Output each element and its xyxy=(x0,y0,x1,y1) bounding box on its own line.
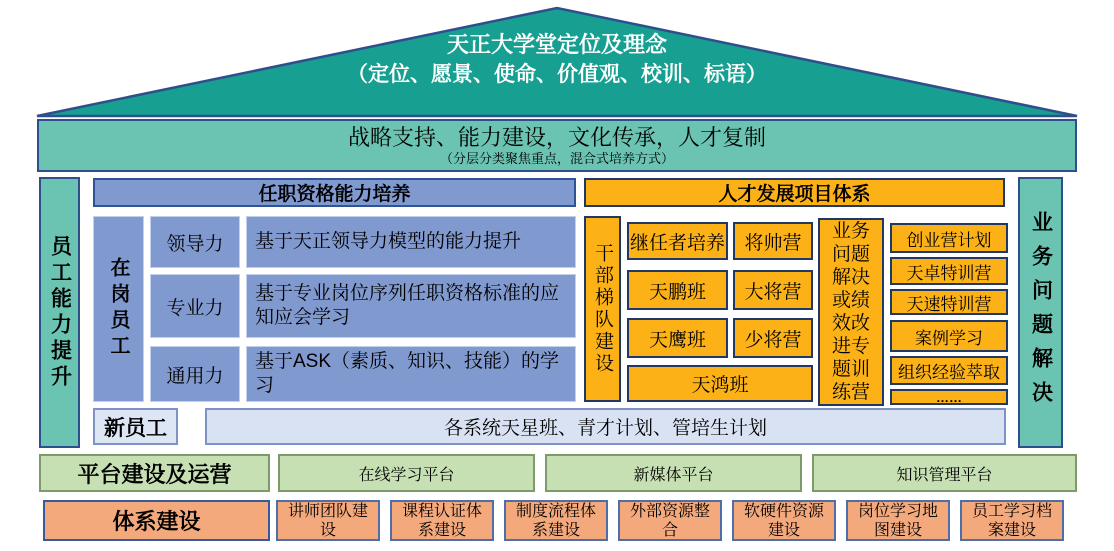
talent-box-case-study: 案例学习 xyxy=(890,320,1008,352)
cadre-ladder-box: 干部梯队建设 xyxy=(584,216,621,402)
strategy-banner xyxy=(37,119,1077,172)
system-course-certification: 课程认证体系建设 xyxy=(390,500,494,541)
talent-box-startup-camp: 创业营计划 xyxy=(890,223,1008,253)
new-employee-box: 新员工 xyxy=(93,408,178,445)
right-bar-business-problem: 业务问题解决 xyxy=(1018,177,1063,448)
capability-desc-professional: 基于专业岗位序列任职资格标准的应知应会学习 xyxy=(246,274,576,338)
system-learning-archive: 员工学习档案建设 xyxy=(960,500,1064,541)
talent-box-jiangshuai-camp: 将帅营 xyxy=(733,222,813,260)
left-bar-employee-capability: 员工能力提升 xyxy=(39,177,80,448)
talent-box-tianzhuo-camp: 天卓特训营 xyxy=(890,257,1008,285)
talent-box-tiansu-camp: 天速特训营 xyxy=(890,289,1008,315)
capability-desc-leadership: 基于天正领导力模型的能力提升 xyxy=(246,216,576,268)
capability-desc-general: 基于ASK（素质、知识、技能）的学习 xyxy=(246,346,576,402)
onjob-employee-box: 在岗员工 xyxy=(93,216,144,402)
capability-label-professional: 专业力 xyxy=(150,274,240,338)
talent-box-problem-camp: 业务问题解决或绩效改进专题训练营 xyxy=(818,218,884,406)
talent-box-tianying-class: 天鹰班 xyxy=(627,318,728,358)
talent-box-dajiang-camp: 大将营 xyxy=(733,270,813,310)
talent-box-shaojiang-camp: 少将营 xyxy=(733,318,813,358)
capability-label-general: 通用力 xyxy=(150,346,240,402)
roof-subtitle: （定位、愿景、使命、价值观、校训、标语） xyxy=(347,63,767,86)
system-learning-map: 岗位学习地图建设 xyxy=(846,500,950,541)
system-trainer-team: 讲师团队建设 xyxy=(276,500,380,541)
system-process-system: 制度流程体系建设 xyxy=(504,500,608,541)
qualification-header: 任职资格能力培养 xyxy=(93,178,576,207)
system-row-label: 体系建设 xyxy=(43,500,270,541)
talent-box-tianpeng-class: 天鹏班 xyxy=(627,270,728,310)
talent-box-successor: 继任者培养 xyxy=(627,222,728,260)
talent-box-ellipsis: …… xyxy=(890,389,1008,405)
system-hardware-software: 软硬件资源建设 xyxy=(732,500,836,541)
platform-new-media: 新媒体平台 xyxy=(545,454,802,492)
roof-text-block xyxy=(0,30,1114,90)
platform-online-learning: 在线学习平台 xyxy=(278,454,535,492)
roof-title: 天正大学堂定位及理念 xyxy=(446,32,667,57)
strategy-banner-subtitle: （分层分类聚焦重点，混合式培养方式） xyxy=(439,150,674,166)
talent-box-tianhong-class: 天鸿班 xyxy=(627,365,813,402)
talent-box-experience-extraction: 组织经验萃取 xyxy=(890,356,1008,385)
platform-row-label: 平台建设及运营 xyxy=(39,454,270,492)
system-external-resources: 外部资源整合 xyxy=(618,500,722,541)
strategy-banner-title: 战略支持、能力建设，文化传承，人才复制 xyxy=(347,124,766,150)
capability-label-leadership: 领导力 xyxy=(150,216,240,268)
new-employee-programs-box: 各系统天星班、青才计划、管培生计划 xyxy=(205,408,1006,445)
platform-knowledge-mgmt: 知识管理平台 xyxy=(812,454,1077,492)
talent-header: 人才发展项目体系 xyxy=(584,178,1005,207)
